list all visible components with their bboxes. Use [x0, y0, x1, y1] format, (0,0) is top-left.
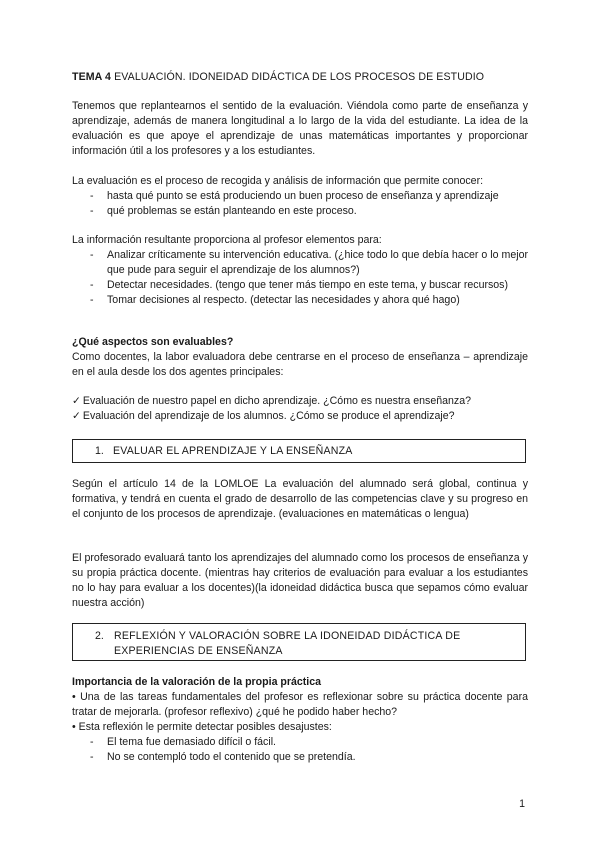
importancia-bullet-2: • Esta reflexión le permite detectar posibles desajustes: — [72, 721, 332, 733]
list-item: - qué problemas se están planteando en este proceso. — [90, 205, 357, 217]
check-icon: ✓ — [72, 395, 81, 407]
evaluables-paragraph: Como docentes, la labor evaluadora debe centrarse en el proceso de enseñanza – aprendizaje en el aula desde los dos agentes principales: — [72, 351, 528, 378]
importancia-heading: Importancia de la valoración de la propia práctica — [72, 676, 322, 688]
profesorado-paragraph: El profesorado evaluará tanto los aprendizajes del alumnado como los procesos de enseñanza y su propia práctica docente. (mientras hay criterios de evaluación para evaluar a los estudiantes no lo hay para evaluar a los docentes)(la idoneidad didáctica busca que sepamos cómo evaluar nuestra acción) — [72, 552, 528, 609]
lomloe-paragraph: Según el artículo 14 de la LOMLOE La evaluación del alumnado será global, continua y formativa, y tendrá en cuenta el grado de desarrollo de las competencias clave y su progreso en el conjunto de los procesos de aprendizaje. (evaluaciones en matemáticas o lengua) — [72, 478, 528, 520]
list-item: - El tema fue demasiado difícil o fácil. — [90, 736, 276, 748]
definition-paragraph: La evaluación es el proceso de recogida y análisis de información que permite conocer: — [72, 175, 484, 187]
check-item: ✓ Evaluación de nuestro papel en dicho aprendizaje. ¿Cómo es nuestra enseñanza? — [72, 395, 471, 407]
list-item: - hasta qué punto se está produciendo un buen proceso de enseñanza y aprendizaje — [90, 190, 499, 202]
section-title: EVALUAR EL APRENDIZAJE Y LA ENSEÑANZA — [113, 445, 353, 457]
title-topic: TEMA 4 — [72, 71, 112, 83]
section-title: REFLEXIÓN Y VALORACIÓN SOBRE LA IDONEIDAD DIDÁCTICA DE EXPERIENCIAS DE ENSEÑANZA — [114, 630, 461, 657]
info-paragraph: La información resultante proporciona al profesor elementos para: — [72, 234, 382, 246]
section-1-box — [72, 439, 526, 463]
title-text: EVALUACIÓN. IDONEIDAD DIDÁCTICA DE LOS PROCESOS DE ESTUDIO — [111, 71, 485, 83]
info-list — [72, 248, 528, 308]
list-item: - Analizar críticamente su intervención educativa. (¿hice todo lo que debía hacer o lo mejor que pude para seguir el aprendizaje de los alumnos?) — [90, 249, 528, 276]
intro-paragraph: Tenemos que replantearnos el sentido de la evaluación. Viéndola como parte de enseñanza y aprendizaje, además de manera longitudinal a lo largo de la vida del estudiante. La idea de la evaluación es que apoye el aprendizaje de unas matemáticas importantes y proporcionar información útil a los profesores y a los estudiantes. — [72, 100, 528, 157]
page-number: 1 — [519, 798, 525, 810]
section-number: 2. — [95, 630, 104, 642]
list-item: - No se contempló todo el contenido que se pretendía. — [90, 751, 356, 763]
list-item: - Detectar necesidades. (tengo que tener más tiempo en este tema, y buscar recursos) — [90, 279, 509, 291]
importancia-bullet-1: • Una de las tareas fundamentales del profesor es reflexionar sobre su práctica docente para tratar de mejorarla. (profesor reflexivo) ¿qué he podido haber hecho? — [72, 691, 528, 718]
document-title — [72, 70, 532, 85]
evaluables-heading: ¿Qué aspectos son evaluables? — [72, 336, 234, 348]
list-item: - Tomar decisiones al respecto. (detectar las necesidades y ahora qué hago) — [90, 294, 460, 306]
check-icon: ✓ — [72, 410, 81, 422]
section-number: 1. — [95, 445, 104, 457]
desajustes-list — [72, 735, 528, 765]
section-2-box — [72, 623, 526, 661]
definition-list — [72, 189, 528, 219]
check-item: ✓ Evaluación del aprendizaje de los alumnos. ¿Cómo se produce el aprendizaje? — [72, 410, 455, 422]
